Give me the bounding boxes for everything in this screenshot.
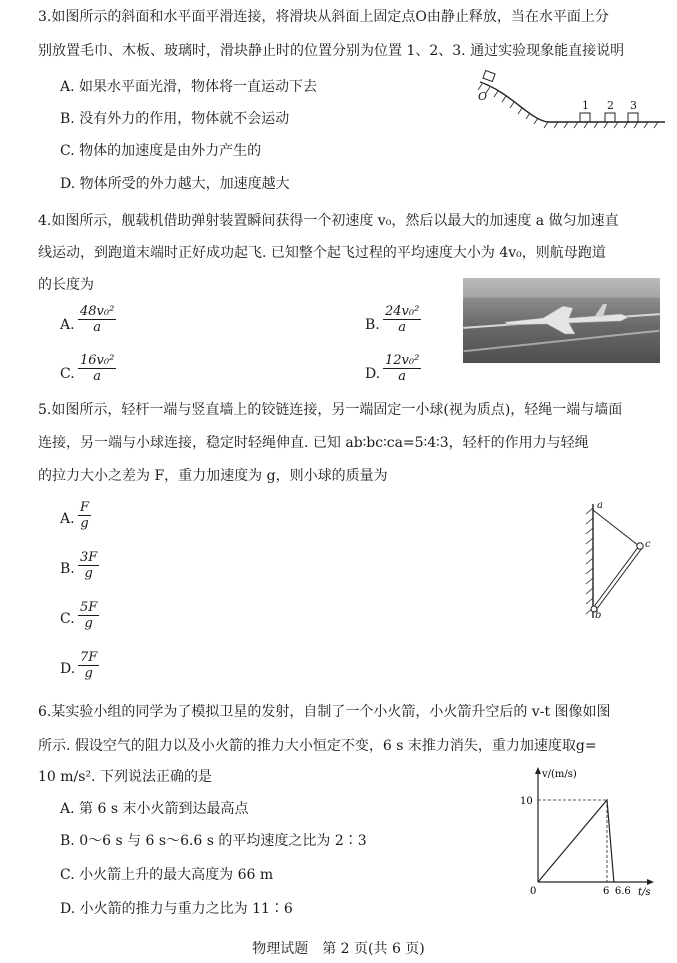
q5-option-a-numerator: F [80, 500, 90, 515]
q4-option-b-numerator: 24v₀² [385, 304, 420, 319]
q5-option-a-denominator: g [80, 516, 89, 531]
vt-velocity-line [538, 800, 614, 882]
q4-stem-line1: 4.如图所示，舰载机借助弹射装置瞬间获得一个初速度 v₀，然后以最大的加速度 a 做匀加速直 [38, 213, 619, 229]
q3-stem-line2: 别放置毛巾、木板、玻璃时，滑块静止时的位置分别为位置 1、2、3. 通过实验现象能直接说明 [38, 43, 625, 59]
q4-stem-line2: 线运动，到跑道末端时正好成功起飞. 已知整个起飞过程的平均速度大小为 4v₀，则航母跑道 [38, 245, 606, 261]
q5-option-c-letter: C. [60, 611, 75, 627]
vt-x-axis-arrow [647, 879, 654, 885]
vt-ylabel: v/(m/s) [542, 769, 577, 780]
vt-y-tick-10: 10 [520, 796, 533, 807]
q4-option-c-denominator: a [93, 369, 102, 384]
q4-option-d-denominator: a [398, 369, 407, 384]
q5-option-d-letter: D. [60, 661, 76, 677]
q4-option-b-denominator: a [398, 320, 407, 335]
q4-option-d-letter: D. [365, 366, 381, 382]
q5-option-d-fraction [78, 650, 99, 681]
q3-stem-line1: 3.如图所示的斜面和水平面平滑连接，将滑块从斜面上固定点O由静止释放，当在水平面上分 [38, 9, 609, 25]
q6-stem-line3: 10 m/s². 下列说法正确的是 [38, 769, 212, 785]
jet-silhouette [503, 292, 633, 337]
q4-stem-line3: 的长度为 [38, 277, 94, 293]
q5-point-a-label: a [597, 500, 603, 511]
q5-stem-line3: 的拉力大小之差为 F，重力加速度为 g，则小球的质量为 [38, 468, 388, 484]
q5-option-b-numerator: 3F [80, 550, 98, 565]
q5-option-a-fraction [78, 500, 91, 531]
q6-stem-line2: 所示. 假设空气的阻力以及小火箭的推力大小恒定不变，6 s 末推力消失，重力加速度取g= [38, 738, 597, 754]
vt-origin: 0 [530, 886, 537, 897]
q4-option-b-fraction [383, 304, 421, 335]
q3-position-1-label: 1 [582, 99, 589, 112]
q4-option-c-numerator: 16v₀² [80, 353, 115, 368]
q6-vt-graph [510, 765, 660, 898]
q3-incline-figure [470, 72, 670, 132]
q5-option-c-numerator: 5F [80, 600, 98, 615]
vt-xlabel: t/s [638, 887, 651, 898]
q4-option-c-fraction [78, 353, 116, 384]
q3-point-o-label: O [478, 90, 488, 103]
q5-point-c-label: c [645, 539, 651, 550]
q5-stem-line2: 连接，另一端与小球连接，稳定时轻绳伸直. 已知 ab∶bc∶ca=5∶4∶3，轻杆的作用力与轻绳 [38, 435, 589, 451]
q4-option-a-numerator: 48v₀² [80, 304, 115, 319]
vt-x-tick-6-6: 6.6 [614, 886, 631, 897]
q3-option-b: B. 没有外力的作用，物体就不会运动 [60, 111, 290, 127]
q4-option-c-letter: C. [60, 366, 75, 382]
q3-option-d: D. 物体所受的外力越大，加速度越大 [60, 176, 290, 192]
q5-option-b-denominator: g [84, 566, 93, 581]
q5-option-c-fraction [78, 600, 99, 631]
q6-option-a: A. 第 6 s 末小火箭到达最高点 [60, 801, 249, 817]
q6-option-b: B. 0～6 s 与 6 s～6.6 s 的平均速度之比为 2∶3 [60, 833, 367, 849]
vt-y-axis-arrow [535, 767, 541, 774]
q3-option-c: C. 物体的加速度是由外力产生的 [60, 143, 262, 159]
vt-x-tick-6: 6 [603, 886, 610, 897]
q5-stem-line1: 5.如图所示，轻杆一端与竖直墙上的铰链连接，另一端固定一小球(视为质点)，轻绳一端与墙面 [38, 402, 623, 418]
q4-carrier-jet-photo [463, 278, 660, 363]
q5-option-b-fraction [78, 550, 99, 581]
page-footer: 物理试题 第 2 页(共 6 页) [252, 941, 425, 957]
q5-option-a-letter: A. [60, 511, 75, 527]
q6-option-c: C. 小火箭上升的最大高度为 66 m [60, 867, 274, 883]
q5-rod-rope-figure [575, 500, 665, 625]
q5-point-b-label: b [595, 610, 602, 621]
q4-option-a-fraction [78, 304, 116, 335]
q3-position-2-label: 2 [607, 99, 614, 112]
q5-option-d-numerator: 7F [80, 650, 98, 665]
q4-option-b-letter: B. [365, 317, 380, 333]
q6-stem-line1: 6.某实验小组的同学为了模拟卫星的发射，自制了一个小火箭，小火箭升空后的 v-t 图像如图 [38, 704, 611, 720]
q5-option-d-denominator: g [84, 666, 93, 681]
q4-option-a-denominator: a [93, 320, 102, 335]
q5-option-b-letter: B. [60, 561, 75, 577]
q3-position-3-label: 3 [630, 99, 637, 112]
q5-option-c-denominator: g [84, 616, 93, 631]
q6-option-d: D. 小火箭的推力与重力之比为 11∶6 [60, 901, 293, 917]
q4-option-d-numerator: 12v₀² [385, 353, 420, 368]
q4-option-a-letter: A. [60, 317, 75, 333]
q4-option-d-fraction [383, 353, 421, 384]
q3-option-a: A. 如果水平面光滑，物体将一直运动下去 [60, 79, 318, 95]
